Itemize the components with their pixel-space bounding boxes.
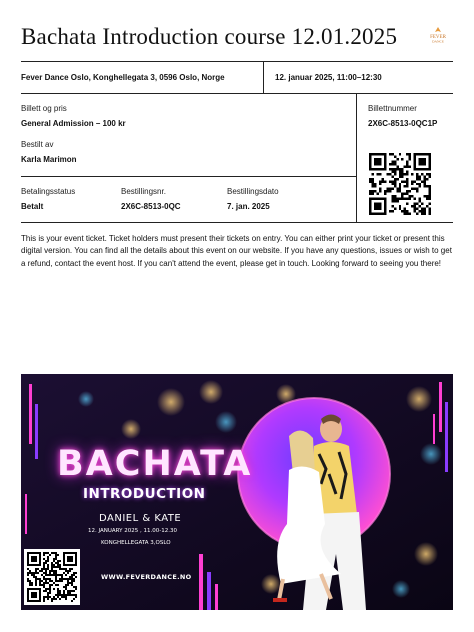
divider xyxy=(21,222,453,223)
poster-website: WWW.FEVERDANCE.NO xyxy=(101,573,192,581)
event-poster xyxy=(21,374,453,610)
poster-names: DANIEL & KATE xyxy=(99,513,182,524)
svg-text:DANCE: DANCE xyxy=(431,39,445,44)
payment-status-label: Betalingsstatus xyxy=(21,187,76,196)
ticket-title: Bachata Introduction course 12.01.2025 xyxy=(21,24,398,49)
poster-subtitle: INTRODUCTION xyxy=(83,486,206,502)
poster-address: KONGHELLEGATA 3,OSLO xyxy=(101,540,171,546)
venue-address: Fever Dance Oslo, Konghellegata 3, 0596 Oslo, Norge xyxy=(21,73,225,82)
divider xyxy=(21,176,356,177)
divider xyxy=(21,61,453,62)
payment-status-value: Betalt xyxy=(21,202,44,211)
order-number-label: Bestillingsnr. xyxy=(121,187,166,196)
ordered-by-label: Bestilt av xyxy=(21,140,54,149)
poster-title: BACHATA xyxy=(57,444,253,484)
order-number-value: 2X6C-8513-0QC xyxy=(121,202,181,211)
divider xyxy=(263,61,264,93)
event-date: 12. januar 2025, 11:00–12:30 xyxy=(275,73,382,82)
order-date-value: 7. jan. 2025 xyxy=(227,202,270,211)
divider xyxy=(21,93,453,94)
ticket-number-label: Billettnummer xyxy=(368,104,417,113)
fever-logo-icon xyxy=(428,26,448,44)
ordered-by-value: Karla Marimon xyxy=(21,155,77,164)
ticket-description: This is your event ticket. Ticket holders must present their tickets on entry. You can either print your ticket or present this digital version. You can find all the details about this event on our website. If you have any questions, issues or wish to get a refund, contact the event host. If you can't attend the event, please get in touch. Looking forward to seeing you there! xyxy=(21,234,452,268)
ticket-price-label: Billett og pris xyxy=(21,104,67,113)
qr-code-icon xyxy=(369,153,431,215)
ticket-number-value: 2X6C-8513-0QC1P xyxy=(368,119,438,128)
order-date-label: Bestillingsdato xyxy=(227,187,279,196)
divider xyxy=(356,93,357,222)
poster-date-time: 12. JANUARY 2025 , 11.00-12.30 xyxy=(88,528,177,534)
ticket-price-value: General Admission – 100 kr xyxy=(21,119,126,128)
svg-text:FEVER: FEVER xyxy=(430,35,446,40)
